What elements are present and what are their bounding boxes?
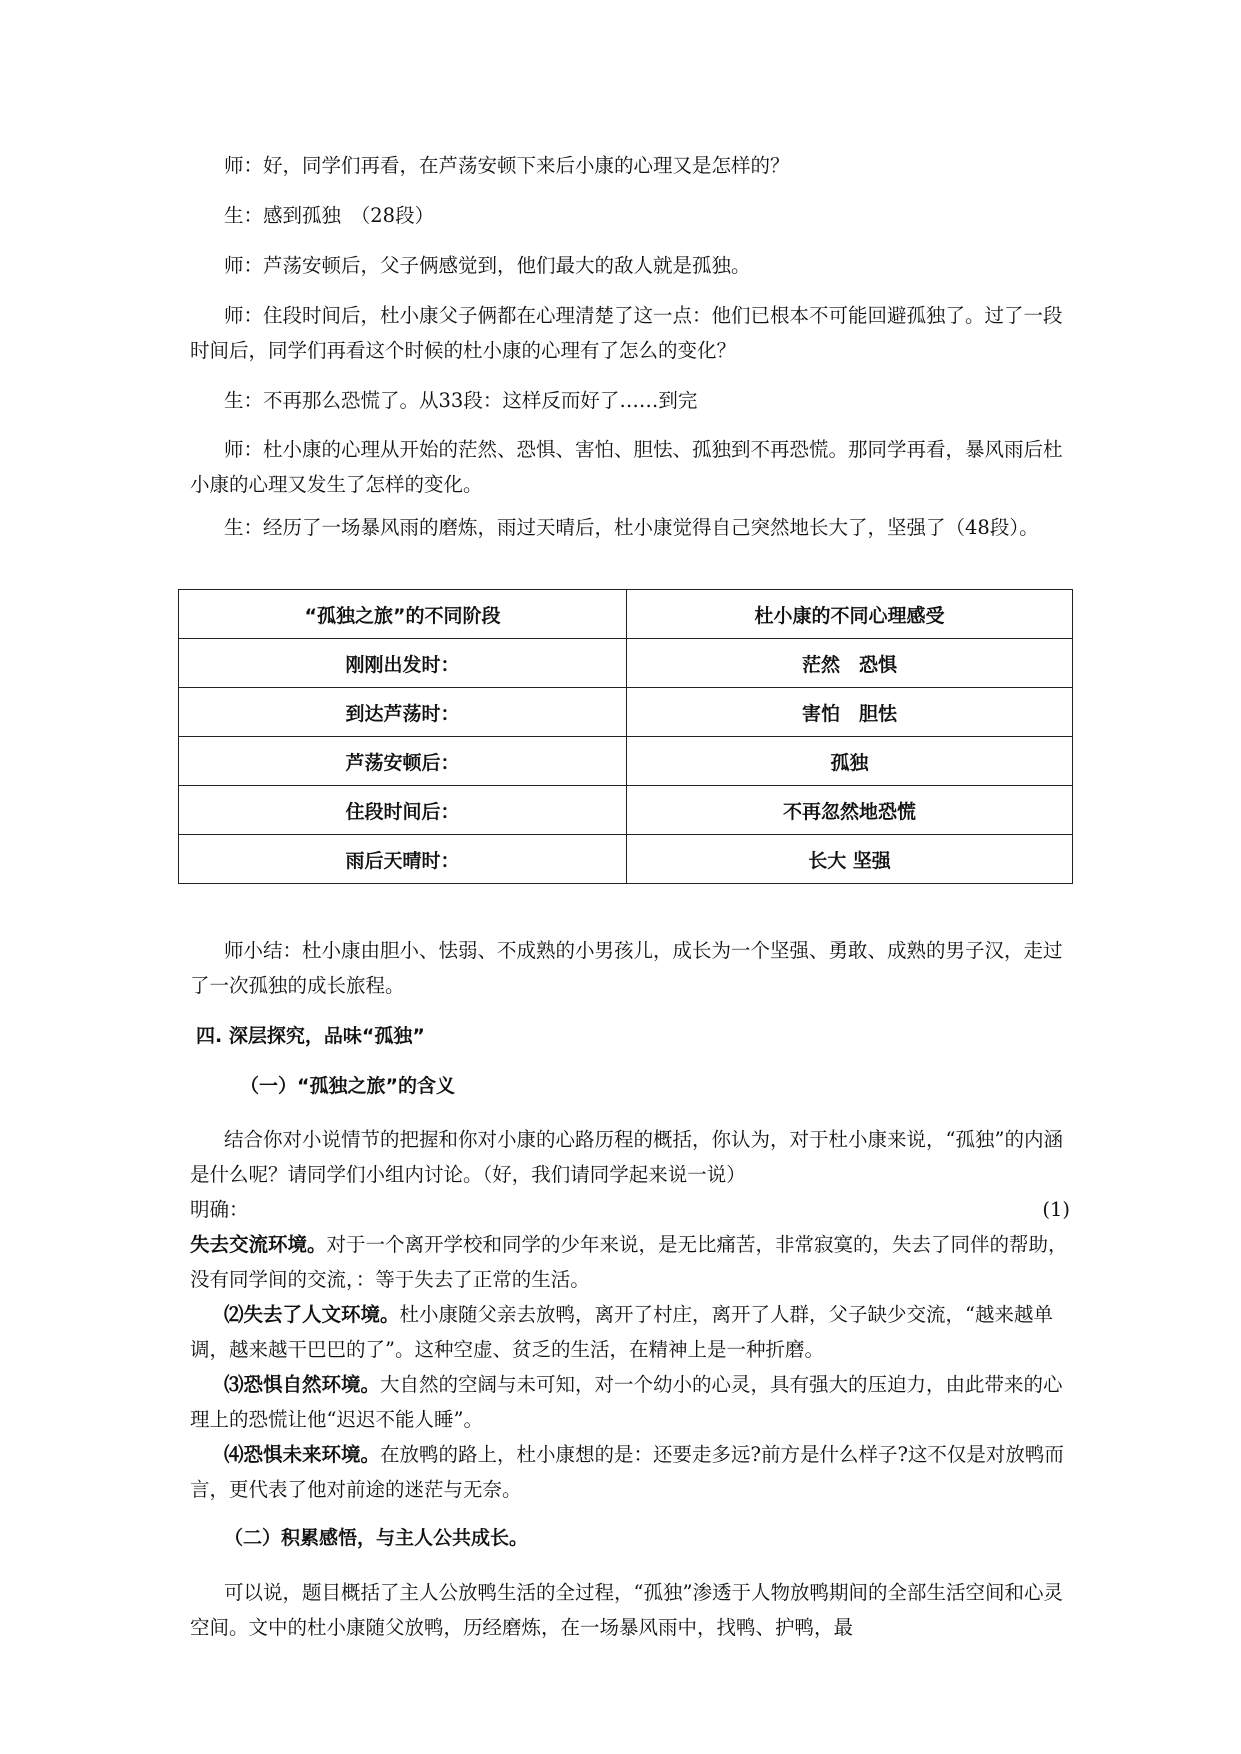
point-1-number: (1) — [1042, 1198, 1070, 1221]
point-4-heading: ⑷恐惧未来环境。 — [224, 1443, 381, 1466]
table-row — [179, 737, 1073, 786]
discussion-intro: 结合你对小说情节的把握和你对小康的心路历程的概括，你认为，对于杜小康来说，“孤独”的内涵是什么呢？请同学们小组内讨论。（好，我们请同学起来说一说） — [190, 1128, 1063, 1186]
mingque-label: 明确： — [190, 1198, 249, 1221]
feeling-cell: 害怕 胆怯 — [627, 688, 1073, 737]
point-2-heading: ⑵失去了人文环境。 — [224, 1303, 400, 1326]
stage-cell: 雨后天晴时： — [179, 835, 627, 884]
dialogue-line-7: 生：经历了一场暴风雨的磨炼，雨过天晴后，杜小康觉得自己突然地长大了，坚强了（48段）。 — [224, 516, 1039, 539]
point-4-text: 在放鸭的路上，杜小康想的是：还要走多远?前方是什么样子?这不仅是对放鸭而言，更代表了他对前途的迷茫与无奈。 — [190, 1443, 1064, 1501]
dialogue-line-3: 师：芦荡安顿后，父子俩感觉到，他们最大的敌人就是孤独。 — [224, 254, 751, 277]
point-2 — [190, 1297, 1070, 1367]
point-3-heading: ⑶恐惧自然环境。 — [224, 1373, 381, 1396]
subsection-2-title: （二）积累感悟，与主人公共成长。 — [224, 1527, 529, 1549]
feeling-cell: 不再忽然地恐慌 — [627, 786, 1073, 835]
teacher-summary: 师小结：杜小康由胆小、怯弱、不成熟的小男孩儿，成长为一个坚强、勇敢、成熟的男子汉，走过了一次孤独的成长旅程。 — [190, 939, 1063, 997]
point-3 — [190, 1367, 1070, 1437]
stage-cell: 刚刚出发时： — [179, 639, 627, 688]
dialogue-line-4: 师：住段时间后，杜小康父子俩都在心理清楚了这一点：他们已根本不可能回避孤独了。过了一段时间后，同学们再看这个时候的杜小康的心理有了怎么的变化？ — [190, 304, 1063, 362]
point-1 — [190, 1227, 1070, 1297]
dialogue-line-2: 生：感到孤独 （28段） — [224, 204, 435, 227]
stage-cell: 芦荡安顿后： — [179, 737, 627, 786]
stage-cell: 到达芦荡时： — [179, 688, 627, 737]
stage-cell: 住段时间后： — [179, 786, 627, 835]
dialogue-line-1: 师：好，同学们再看，在芦荡安顿下来后小康的心理又是怎样的？ — [224, 154, 790, 177]
table-row — [179, 639, 1073, 688]
stage-feeling-table — [178, 589, 1073, 884]
feeling-cell: 茫然 恐惧 — [627, 639, 1073, 688]
point-1-heading: 失去交流环境。 — [190, 1233, 327, 1256]
table-header-cell: “孤独之旅”的不同阶段 — [179, 590, 627, 639]
table-row — [179, 835, 1073, 884]
feeling-cell: 长大 坚强 — [627, 835, 1073, 884]
table-header-cell: 杜小康的不同心理感受 — [627, 590, 1073, 639]
dialogue-line-5: 生：不再那么恐慌了。从33段：这样反而好了……到完 — [224, 389, 698, 412]
table-row — [179, 688, 1073, 737]
section-4-title: 四. 深层探究，品味“孤独” — [196, 1025, 425, 1047]
dialogue-line-6: 师：杜小康的心理从开始的茫然、恐惧、害怕、胆怯、孤独到不再恐慌。那同学再看，暴风雨后杜小康的心理又发生了怎样的变化。 — [190, 438, 1063, 496]
point-2-text: 杜小康随父亲去放鸭，离开了村庄，离开了人群，父子缺少交流，“越来越单调，越来越干巴巴的了”。这种空虚、贫乏的生活，在精神上是一种折磨。 — [190, 1303, 1053, 1361]
subsection-1-title: （一）“孤独之旅”的含义 — [240, 1075, 455, 1097]
table-row — [179, 786, 1073, 835]
mingque-line — [190, 1192, 1070, 1227]
point-3-text: 大自然的空阔与未可知，对一个幼小的心灵，具有强大的压迫力，由此带来的心理上的恐慌让他“迟迟不能人睡”。 — [190, 1373, 1063, 1431]
feeling-cell: 孤独 — [627, 737, 1073, 786]
point-1-text: 对于一个离开学校和同学的少年来说，是无比痛苦，非常寂寞的，失去了同伴的帮助，没有同学间的交流，：等于失去了正常的生活。 — [190, 1233, 1068, 1291]
table-header-row — [179, 590, 1073, 639]
point-4 — [190, 1437, 1070, 1507]
closing-paragraph: 可以说，题目概括了主人公放鸭生活的全过程，“孤独”渗透于人物放鸭期间的全部生活空间和心灵空间。文中的杜小康随父放鸭，历经磨炼，在一场暴风雨中，找鸭、护鸭，最 — [190, 1581, 1063, 1639]
